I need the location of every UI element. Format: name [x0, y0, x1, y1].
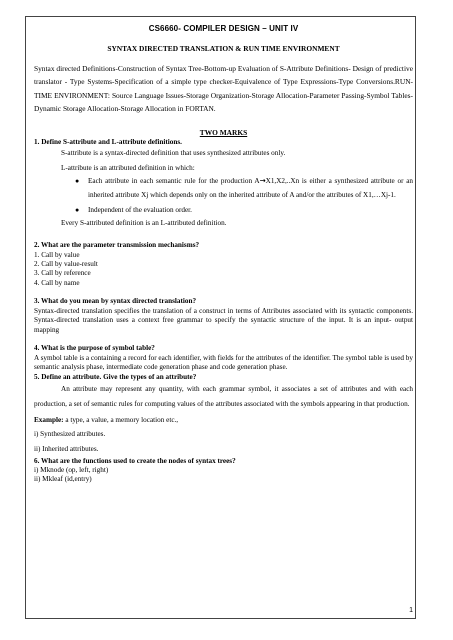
page-content	[34, 24, 413, 485]
question-1: 1. Define S-attribute and L-attribute definitions.	[34, 137, 182, 146]
question-3: 3. What do you mean by syntax directed translation?	[34, 297, 197, 306]
q1-bullet-1-post: X1,X2,..Xn is either a synthesized attribute or an inherited attribute Xj which depends only on the inherited attribute of A and/or the attributes of X1,…Xj-1.	[88, 176, 414, 200]
question-5: 5. Define an attribute. Give the types of an attribute?	[34, 372, 197, 381]
question-2: 2. What are the parameter transmission mechanisms?	[34, 241, 200, 250]
q2-item-3: 3. Call by reference	[34, 269, 91, 278]
bullet-icon: ●	[75, 176, 80, 185]
q5-answer: An attribute may represent any quantity, with each grammar symbol, it associates a set of attributes and with each production, a set of semantic rules for computing values of the attributes associated with the symbols appearing in that production.	[34, 385, 413, 408]
q6-item-2: ii) Mkleaf (id,entry)	[34, 475, 92, 484]
q4-answer: A symbol table is a containing a record for each identifier, with fields for the attributes of the identifier. The symbol table is used by semantic analysis phase, intermediate code generation phase and code generation phase.	[34, 353, 413, 372]
question-4: 4. What is the purpose of symbol table?	[34, 344, 155, 353]
question-6: 6. What are the functions used to create the nodes of syntax trees?	[34, 456, 236, 465]
q3-answer: Syntax-directed translation specifies the translation of a construct in terms of Attributes associated with its syntactic components. Syntax-directed translation uses a context free grammar to specify the syntactic structure of the input. It is an input- output mapping	[34, 306, 413, 334]
q1-bullet-2-text: Independent of the evaluation order.	[88, 205, 192, 214]
section-title: TWO MARKS	[199, 128, 248, 137]
q1-answer-line-3: Every S-attributed definition is an L-attributed definition.	[61, 218, 227, 227]
q1-bullet-list	[34, 174, 413, 217]
q6-item-1: i) Mknode (op, left, right)	[34, 466, 109, 475]
document-title: CS6660- COMPILER DESIGN – UNIT IV	[148, 24, 299, 33]
q5-type-2: ii) Inherited attributes.	[34, 444, 99, 453]
q1-answer-line-1: S-attribute is a syntax-directed definition that uses synthesized attributes only.	[61, 149, 286, 158]
q1-bullet-1-pre: Each attribute in each semantic rule for the production A	[88, 176, 260, 185]
q5-example	[34, 413, 413, 427]
syllabus-paragraph: Syntax directed Definitions-Construction of Syntax Tree-Bottom-up Evaluation of S-Attribute Definitions- Design of predictive translator - Type Systems-Specification of a simple type checker-Equivalence of Type Expressions-Type Conversions.RUN-TIME ENVIRONMENT: Source Language Issues-Storage Organization-Storage Allocation-Parameter Passing-Symbol Tables-Dynamic Storage Allocation-Storage Allocation in FORTAN.	[34, 64, 413, 113]
q5-example-label: Example:	[34, 415, 64, 424]
page-number: 1	[409, 607, 413, 614]
arrow-right-icon: →	[259, 175, 266, 185]
q2-item-2: 2. Call by value-result	[34, 260, 98, 269]
q1-bullet-1	[34, 174, 413, 203]
document-subtitle: SYNTAX DIRECTED TRANSLATION & RUN TIME ENVIRONMENT	[107, 43, 340, 53]
q5-example-text: a type, a value, a memory location etc.,	[63, 415, 179, 424]
bullet-icon: ●	[75, 205, 80, 214]
q5-type-1: i) Synthesized attributes.	[34, 430, 106, 439]
q2-item-4: 4. Call by name	[34, 278, 80, 287]
q1-answer-line-2: L-attribute is an attributed definition in which:	[61, 163, 195, 172]
q2-item-1: 1. Call by value	[34, 250, 80, 259]
q1-bullet-2	[34, 203, 413, 217]
